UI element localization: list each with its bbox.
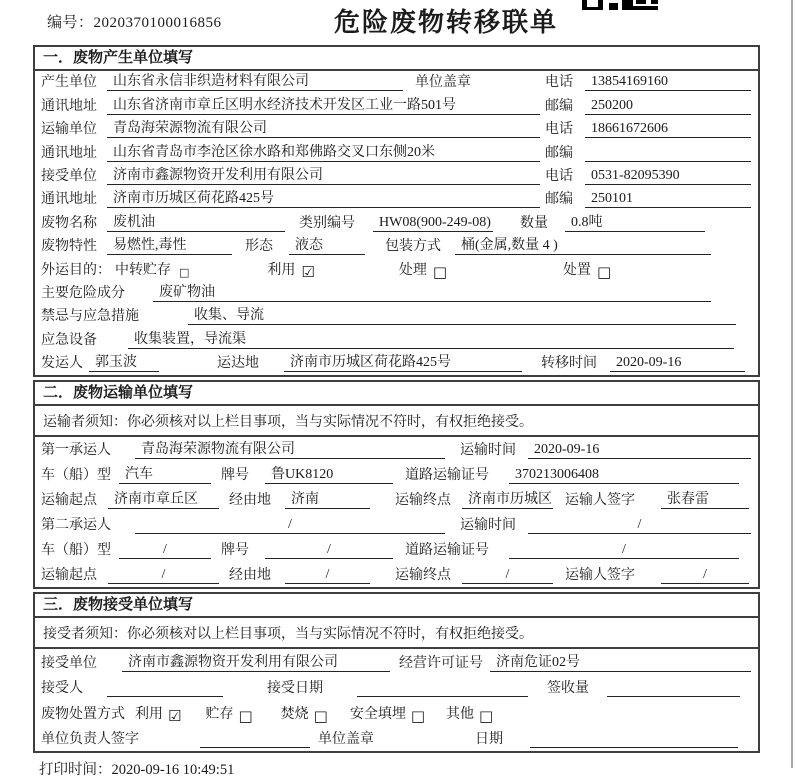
waste-name-label: 废物名称 xyxy=(41,215,97,231)
taboo-label: 禁忌与应急措施 xyxy=(41,309,139,325)
carrier-address-label: 通讯地址 xyxy=(41,145,97,161)
carrier1-via-label: 经由地 xyxy=(229,493,271,509)
head-sign-value xyxy=(200,731,310,748)
row-receiver-unit xyxy=(35,165,758,188)
carrier2-plate-value: / xyxy=(265,542,393,559)
carrier2-end-value: / xyxy=(462,567,553,584)
producer-address-value: 山东省济南市章丘区明水经济技术开发区工业一路501号 xyxy=(107,94,540,115)
quantity-label: 数量 xyxy=(520,215,548,231)
accept-date-value xyxy=(357,680,528,697)
section2-title: 二．废物运输单位填写 xyxy=(35,382,758,406)
carrier2-time-label: 运输时间 xyxy=(460,518,516,534)
row-shipper xyxy=(35,352,758,375)
receiver-address-value: 济南市历城区荷花路425号 xyxy=(107,187,540,208)
carrier1-end-value: 济南市历城区 xyxy=(462,488,553,509)
category-value: HW08(900-249-08) xyxy=(373,215,493,232)
disposal-option-landfill-label: 安全填埋 xyxy=(349,706,406,722)
received-qty-value xyxy=(607,680,740,697)
producer-unit-value: 山东省永信非织造材料有限公司 xyxy=(107,70,403,91)
carrier2-vehicle-value: / xyxy=(119,542,211,559)
carrier1-end-label: 运输终点 xyxy=(395,493,451,509)
accept-date-label: 接受日期 xyxy=(267,681,323,697)
carrier1-sign-value: 张春雷 xyxy=(661,488,749,509)
receiver-zip-value: 250101 xyxy=(585,191,751,208)
date-value xyxy=(530,731,738,748)
carrier-zip-label: 邮编 xyxy=(545,145,573,161)
hazard-label: 主要危险成分 xyxy=(41,285,125,301)
page-edge-divider xyxy=(791,0,793,768)
hazard-value: 废矿物油 xyxy=(153,281,711,302)
unit-seal-label: 单位盖章 xyxy=(415,75,471,91)
producer-phone-value: 13854169160 xyxy=(585,74,751,91)
purpose-reuse-checkbox: ☑ xyxy=(301,262,315,281)
carrier1-vehicle-value: 汽车 xyxy=(119,463,211,484)
row-carrier2-route xyxy=(35,562,758,587)
carrier1-time-label: 运输时间 xyxy=(460,443,516,459)
transfer-date-label: 转移时间 xyxy=(541,356,597,372)
disposal-store-checkbox: □ xyxy=(238,706,253,725)
row-waste-character xyxy=(35,235,758,258)
disposal-option-store-label: 贮存 xyxy=(205,706,234,722)
disposal-option-other-label: 其他 xyxy=(446,706,475,722)
section-receiver xyxy=(33,592,760,753)
row-carrier2-vehicle xyxy=(35,537,758,562)
qr-code-icon xyxy=(582,0,660,12)
disposal-landfill-checkbox: □ xyxy=(410,706,426,725)
row-accept-unit xyxy=(35,649,758,675)
row-second-carrier xyxy=(35,512,758,537)
page-title: 危险废物转移联单 xyxy=(334,8,559,37)
carrier2-time-value: / xyxy=(528,517,751,534)
carrier-phone-value: 18661672606 xyxy=(585,121,751,138)
date-label: 日期 xyxy=(475,732,503,748)
row-producer-address xyxy=(35,94,758,117)
receiver-phone-label: 电话 xyxy=(545,168,573,184)
print-time: 打印时间：2020-09-16 10:49:51 xyxy=(39,762,235,779)
row-carrier1-route xyxy=(35,487,758,512)
carrier-unit-value: 青岛海荣源物流有限公司 xyxy=(107,117,540,138)
purpose-dispose-checkbox: □ xyxy=(597,262,612,281)
carrier-zip-value xyxy=(585,145,751,162)
carrier2-sign-label: 运输人签字 xyxy=(565,568,635,584)
accept-unit-label: 接受单位 xyxy=(41,655,97,671)
packing-value: 桶(金属,数量 4 ) xyxy=(455,234,711,255)
carrier2-sign-value: / xyxy=(661,567,749,584)
row-taboo-measures xyxy=(35,305,758,328)
carrier1-plate-value: 鲁UK8120 xyxy=(265,463,393,484)
carrier-address-value: 山东省青岛市李沧区徐水路和郑佛路交叉口东侧20米 xyxy=(107,141,540,162)
row-producer-unit xyxy=(35,71,758,94)
carrier1-time-value: 2020-09-16 xyxy=(528,442,751,459)
transporter-notice: 运输者须知：你必须核对以上栏目事项，当与实际情况不符时，有权拒绝接受。 xyxy=(35,406,758,437)
accept-unit-value: 济南市鑫源物资开发利用有限公司 xyxy=(122,651,390,672)
producer-address-label: 通讯地址 xyxy=(41,98,97,114)
first-carrier-value: 青岛海荣源物流有限公司 xyxy=(135,438,445,459)
purpose-transit-checkbox: □ xyxy=(179,265,190,279)
row-first-carrier xyxy=(35,437,758,462)
purpose-option-reuse-label: 利用 xyxy=(267,262,296,278)
quantity-value: 0.8吨 xyxy=(565,211,705,232)
doc-number-label: 编号： xyxy=(47,15,94,31)
section3-title: 三．废物接受单位填写 xyxy=(35,594,758,618)
carrier2-origin-label: 运输起点 xyxy=(41,568,97,584)
carrier1-plate-label: 牌号 xyxy=(221,468,249,484)
disposal-burn-checkbox: □ xyxy=(313,706,328,725)
transfer-date-value: 2020-09-16 xyxy=(610,355,745,372)
carrier2-via-label: 经由地 xyxy=(229,568,271,584)
carrier-phone-label: 电话 xyxy=(545,122,573,138)
row-carrier-address xyxy=(35,141,758,164)
doc-number-value: 2020370100016856 xyxy=(93,15,222,31)
disposal-option-reuse-label: 利用 xyxy=(135,706,163,722)
equipment-value: 收集装置，导流渠 xyxy=(128,328,734,349)
license-value: 济南危证02号 xyxy=(490,651,751,672)
purpose-option-treat-label: 处理 xyxy=(398,262,427,278)
producer-unit-label: 产生单位 xyxy=(41,75,97,91)
purpose-label: 外运目的： xyxy=(41,262,111,278)
producer-zip-value: 250200 xyxy=(585,98,751,115)
receiver-seal-label: 单位盖章 xyxy=(318,732,374,748)
receiver-notice: 接受者须知：你必须核对以上栏目事项，当与实际情况不符时，有权拒绝接受。 xyxy=(35,618,758,649)
carrier2-plate-label: 牌号 xyxy=(221,543,249,559)
waste-name-value: 废机油 xyxy=(107,211,285,232)
row-head-signature xyxy=(35,726,758,752)
disposal-label: 废物处置方式 xyxy=(41,706,125,722)
purpose-treat-checkbox: □ xyxy=(432,262,448,281)
carrier1-permit-value: 370213006408 xyxy=(509,467,739,484)
row-carrier-unit xyxy=(35,118,758,141)
carrier2-permit-label: 道路运输证号 xyxy=(405,543,489,559)
shipper-label: 发运人 xyxy=(41,356,83,372)
carrier2-origin-value: / xyxy=(108,567,219,584)
row-acceptor xyxy=(35,675,758,701)
carrier1-origin-value: 济南市章丘区 xyxy=(108,488,219,509)
producer-zip-label: 邮编 xyxy=(545,98,573,114)
carrier-unit-label: 运输单位 xyxy=(41,122,97,138)
disposal-reuse-checkbox: ☑ xyxy=(168,706,182,725)
section1-title: 一．废物产生单位填写 xyxy=(35,47,758,71)
carrier1-via-value: 济南 xyxy=(285,488,370,509)
row-hazard-component xyxy=(35,282,758,305)
row-carrier1-vehicle xyxy=(35,462,758,487)
disposal-other-checkbox: □ xyxy=(479,706,494,725)
carrier2-via-value: / xyxy=(285,567,370,584)
doc-number xyxy=(47,11,222,32)
row-emergency-equipment xyxy=(35,328,758,351)
section-transporter xyxy=(33,380,760,589)
received-qty-label: 签收量 xyxy=(547,681,589,697)
packing-label: 包装方式 xyxy=(385,239,441,255)
form-value: 液态 xyxy=(289,234,365,255)
carrier1-vehicle-label: 车（船）型 xyxy=(41,468,111,484)
manifest-form xyxy=(33,45,760,779)
carrier1-sign-label: 运输人签字 xyxy=(565,493,635,509)
producer-phone-label: 电话 xyxy=(545,75,573,91)
dest-value: 济南市历城区荷花路425号 xyxy=(284,351,522,372)
receiver-zip-label: 邮编 xyxy=(545,192,573,208)
dest-label: 运达地 xyxy=(217,356,259,372)
carrier2-vehicle-label: 车（船）型 xyxy=(41,543,111,559)
purpose-option-transit-label: 中转贮存 xyxy=(115,262,171,278)
receiver-unit-label: 接受单位 xyxy=(41,168,97,184)
equipment-label: 应急设备 xyxy=(41,332,97,348)
carrier2-permit-value: / xyxy=(509,542,739,559)
shipper-value: 郭玉波 xyxy=(89,351,159,372)
second-carrier-label: 第二承运人 xyxy=(41,518,111,534)
purpose-option-dispose-label: 处置 xyxy=(563,262,592,278)
category-label: 类别编号 xyxy=(299,215,355,231)
acceptor-value xyxy=(107,680,223,697)
acceptor-label: 接受人 xyxy=(41,681,83,697)
head-sign-label: 单位负责人签字 xyxy=(41,732,139,748)
disposal-option-burn-label: 焚烧 xyxy=(280,706,309,722)
character-label: 废物特性 xyxy=(41,239,97,255)
second-carrier-value: / xyxy=(135,517,445,534)
row-disposal-method xyxy=(35,700,758,726)
receiver-phone-value: 0531-82095390 xyxy=(585,168,751,185)
form-label: 形态 xyxy=(245,239,273,255)
taboo-value: 收集、导流 xyxy=(188,304,736,325)
carrier2-end-label: 运输终点 xyxy=(395,568,451,584)
carrier1-permit-label: 道路运输证号 xyxy=(405,468,489,484)
carrier1-origin-label: 运输起点 xyxy=(41,493,97,509)
row-transport-purpose xyxy=(35,258,758,281)
receiver-unit-value: 济南市鑫源物资开发利用有限公司 xyxy=(107,164,540,185)
license-label: 经营许可证号 xyxy=(399,655,483,671)
row-receiver-address xyxy=(35,188,758,211)
first-carrier-label: 第一承运人 xyxy=(41,443,111,459)
character-value: 易燃性,毒性 xyxy=(107,234,232,255)
section-producer xyxy=(33,45,760,377)
receiver-address-label: 通讯地址 xyxy=(41,192,97,208)
row-waste-name xyxy=(35,211,758,234)
